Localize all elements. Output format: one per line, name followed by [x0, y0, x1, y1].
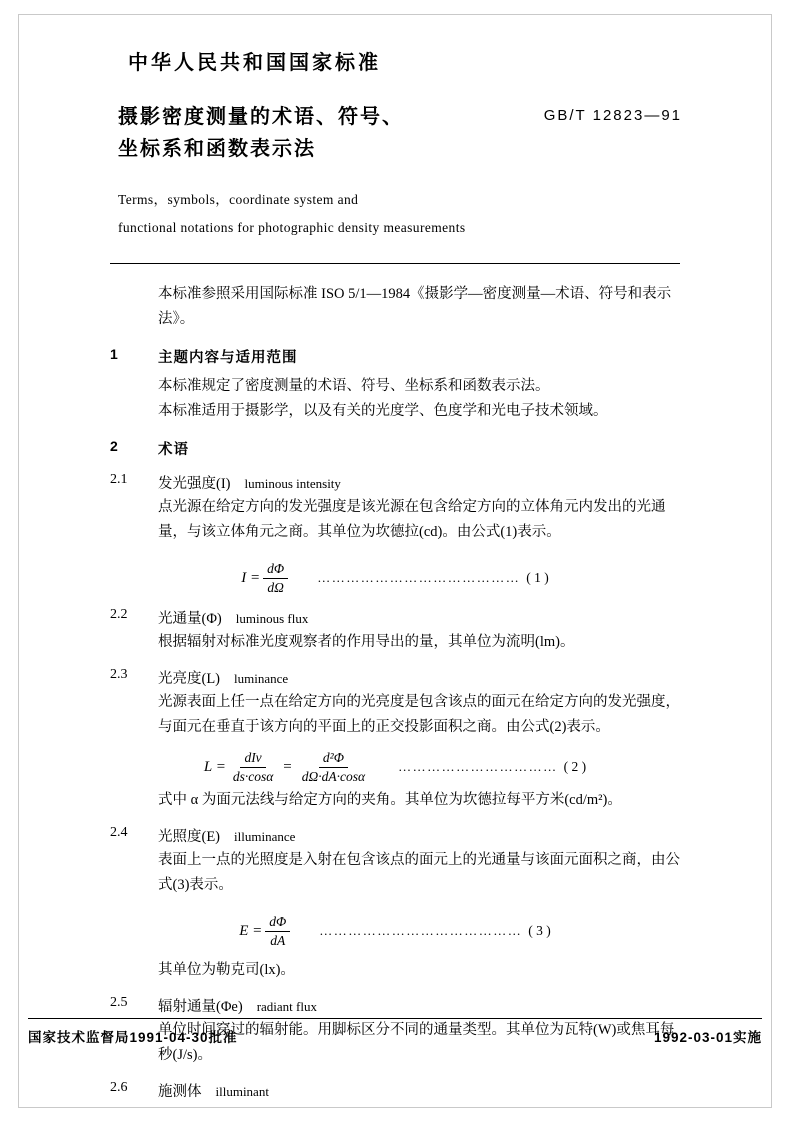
formula-3-row	[110, 914, 680, 948]
term-2-4-body: 表面上一点的光照度是入射在包含该点的面元上的光通量与该面元面积之商，由公式(3)表示。	[158, 852, 680, 894]
term-2-2-number: 2.2	[110, 607, 128, 623]
standard-number: GB/T 12823—91	[543, 107, 682, 124]
english-title-line-2: functional notations for photographic density measurements	[118, 220, 466, 235]
term-2-6-head	[158, 1080, 680, 1101]
term-2-2	[110, 607, 680, 655]
term-2-4	[110, 825, 680, 898]
section-2	[110, 438, 680, 460]
formula-2-note: 式中 α 为面元法线与给定方向的夹角。其单位为坎德拉每平方米(cd/m²)。	[158, 792, 622, 809]
term-2-3-en: luminance	[234, 671, 289, 687]
formula-3-denominator: dA	[270, 932, 286, 948]
term-2-3	[110, 667, 680, 740]
term-2-5-head	[158, 995, 680, 1016]
formula-2-denominator-1: ds·cosα	[232, 768, 274, 784]
formula-3-note: 其单位为勒克司(lx)。	[158, 962, 295, 979]
section-1-title: 主题内容与适用范围	[158, 350, 298, 366]
term-2-6	[110, 1080, 680, 1101]
section-2-number: 2	[110, 438, 118, 454]
formula-2-fraction-1	[229, 750, 277, 784]
formula-1-lhs: I =	[241, 569, 261, 586]
formula-2-row	[110, 750, 680, 784]
section-1	[110, 346, 680, 368]
formula-1-dots: ……………………………………	[317, 570, 521, 586]
formula-2-numerator-2: d²Φ	[319, 750, 348, 768]
formula-1-label: ( 1 )	[526, 570, 549, 586]
term-2-1-body: 点光源在给定方向的发光强度是该光源在包含给定方向的立体角元内发出的光通量，与该立体角元之商。其单位为坎德拉(cd)。由公式(1)表示。	[158, 499, 666, 540]
formula-2-fraction-2	[298, 750, 369, 784]
footer-effective-date: 1992-03-01实施	[653, 1030, 762, 1045]
term-2-4-cn: 光照度(E)	[158, 829, 221, 846]
term-2-6-cn: 施测体	[158, 1084, 202, 1101]
formula-2-denominator-2: dΩ·dA·cosα	[301, 768, 366, 784]
formula-1-denominator: dΩ	[267, 579, 284, 595]
term-2-1-head	[158, 472, 680, 493]
section-1-body	[110, 374, 680, 424]
term-2-1-en: luminous intensity	[244, 476, 341, 491]
preface-text: 本标准参照采用国际标准 ISO 5/1—1984《摄影学—密度测量—术语、符号和表示法》。	[158, 286, 672, 327]
formula-3	[239, 914, 551, 948]
term-2-4-en: illuminance	[234, 829, 296, 845]
formula-2-lhs: L =	[203, 758, 226, 775]
formula-3-numerator: dΦ	[265, 914, 290, 932]
formula-2-equals: =	[283, 758, 292, 775]
formula-2-dots: ……………………………	[398, 759, 558, 775]
formula-1	[241, 561, 548, 595]
formula-3-fraction	[265, 914, 290, 948]
term-2-2-cn: 光通量(Φ)	[158, 611, 222, 628]
term-2-6-number: 2.6	[110, 1080, 128, 1096]
term-2-3-body: 光源表面上任一点在给定方向的光亮度是包含该点的面元在给定方向的发光强度，与面元在垂直于该方向的平面上的正交投影面积之商。由公式(2)表示。	[158, 694, 680, 736]
formula-3-lhs: E =	[239, 922, 263, 939]
term-2-5-en: radiant flux	[256, 999, 317, 1015]
english-title-line-1: Terms，symbols，coordinate system and	[118, 192, 359, 207]
section-1-paragraph-2: 本标准适用于摄影学，以及有关的光度学、色度学和光电子技术领域。	[158, 403, 608, 419]
term-2-5-number: 2.5	[110, 995, 128, 1011]
footer-divider	[28, 1018, 762, 1019]
term-2-2-head	[158, 607, 680, 628]
document-title-line-1: 摄影密度测量的术语、符号、	[118, 106, 404, 128]
formula-2-label: ( 2 )	[563, 759, 587, 775]
formula-1-row	[110, 561, 680, 595]
term-2-2-body: 根据辐射对标准光度观察者的作用导出的量，其单位为流明(lm)。	[158, 634, 575, 651]
section-1-paragraph-1: 本标准规定了密度测量的术语、符号、坐标系和函数表示法。	[158, 378, 550, 394]
preface-block	[110, 282, 680, 332]
term-2-3-number: 2.3	[110, 667, 128, 683]
term-2-5-cn: 辐射通量(Φe)	[158, 999, 243, 1016]
formula-2-numerator-1: dIv	[240, 750, 265, 768]
formula-3-dots: ……………………………………	[319, 923, 523, 939]
term-2-3-head	[158, 667, 680, 688]
term-2-1	[110, 472, 680, 545]
term-2-1-number: 2.1	[110, 472, 128, 487]
term-2-4-number: 2.4	[110, 825, 128, 841]
term-2-1-cn: 发光强度(I)	[158, 476, 231, 492]
term-2-6-en: illuminant	[215, 1084, 269, 1100]
formula-1-fraction	[263, 561, 288, 595]
formula-3-label: ( 3 )	[528, 923, 551, 939]
formula-1-numerator: dΦ	[263, 561, 288, 579]
title-block	[110, 101, 680, 165]
term-2-5-body: 单位时间穿过的辐射能。用脚标区分不同的通量类型。其单位为瓦特(W)或焦耳每秒(J/s)。	[158, 1022, 675, 1064]
footer-approval: 国家技术监督局1991-04-30批准	[28, 1030, 238, 1045]
term-2-4-head	[158, 825, 680, 846]
header-divider	[110, 263, 680, 264]
document-content	[110, 46, 680, 1101]
section-1-number: 1	[110, 346, 118, 362]
document-title-line-2: 坐标系和函数表示法	[118, 138, 316, 160]
term-2-2-en: luminous flux	[235, 611, 309, 627]
national-standard-header: 中华人民共和国国家标准	[128, 52, 381, 74]
term-2-3-cn: 光亮度(L)	[158, 671, 221, 688]
page-footer	[28, 1026, 762, 1046]
section-2-title: 术语	[158, 442, 189, 458]
formula-2	[204, 750, 586, 784]
